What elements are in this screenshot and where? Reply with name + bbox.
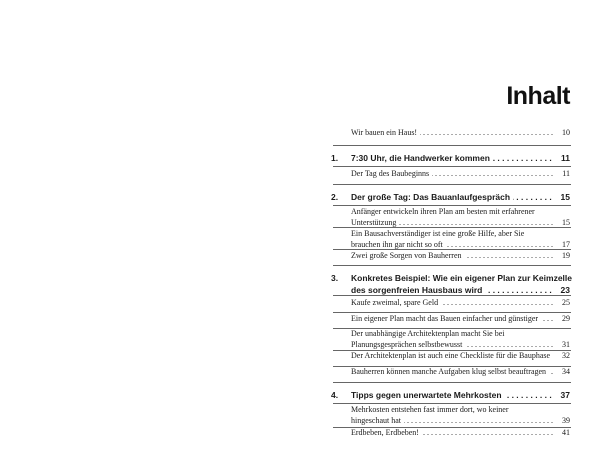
toc-entry-title: Planungsgesprächen selbstbewusst <box>351 340 465 349</box>
divider <box>333 382 571 383</box>
toc-entry-title: Kaufe zweimal, spare Geld <box>351 298 441 307</box>
toc-page-number: 19 <box>562 251 570 260</box>
toc-page-number: 23 <box>560 285 570 295</box>
toc-entry-title: Erdbeben, Erdbeben! <box>351 428 422 437</box>
toc-page-number: 15 <box>560 192 570 202</box>
toc-page-number: 34 <box>562 367 570 376</box>
toc-entry-title: des sorgenfreien Hausbaus wird <box>351 285 485 295</box>
toc-chapter[interactable] <box>0 390 600 404</box>
toc-page-number: 11 <box>561 153 570 163</box>
divider <box>333 166 571 167</box>
toc-page-number: 15 <box>562 218 570 227</box>
toc-entry[interactable] <box>0 314 600 328</box>
toc-page-number: 29 <box>562 314 570 323</box>
toc-page-number: 11 <box>562 169 570 178</box>
toc-page-number: 37 <box>560 390 570 400</box>
toc-page-number: 25 <box>562 298 570 307</box>
toc-page-number: 32 <box>562 351 570 360</box>
toc-entry-title: Unterstützung <box>351 218 399 227</box>
toc-chapter[interactable] <box>0 192 600 206</box>
toc-entry-title: Wir bauen ein Haus! <box>351 128 420 137</box>
divider <box>333 205 571 206</box>
divider <box>333 184 571 185</box>
divider <box>333 295 571 296</box>
toc-entry-title: Bauherren können manche Aufgaben klug selbst beauftragen <box>351 367 549 376</box>
toc-entry-title: Der Tag des Baubeginns <box>351 169 432 178</box>
toc-entry[interactable] <box>0 169 600 183</box>
toc-entry-title-line: Anfänger entwickeln ihren Plan am besten mit erfahrener <box>351 207 535 216</box>
toc-entry-title: Der große Tag: Das Bauanlaufgespräch <box>351 192 513 202</box>
toc-page-number: 39 <box>562 416 570 425</box>
toc-entry-title: 7:30 Uhr, die Handwerker kommen <box>351 153 493 163</box>
toc-chapter[interactable] <box>0 153 600 167</box>
toc-entry[interactable] <box>0 128 600 142</box>
divider <box>333 249 571 250</box>
toc-page-number: 17 <box>562 240 570 249</box>
toc-entry[interactable] <box>0 351 600 365</box>
toc-entry-title-line: Mehrkosten entstehen fast immer dort, wo keiner <box>351 405 509 414</box>
toc-entry-title: Der Architektenplan ist auch eine Checkliste für die Bauphase <box>351 351 553 360</box>
toc-entry-title: Zwei große Sorgen von Bauherren <box>351 251 465 260</box>
chapter-number: 4. <box>331 390 339 400</box>
chapter-number: 1. <box>331 153 339 163</box>
toc-entry[interactable] <box>0 367 600 381</box>
divider <box>333 403 571 404</box>
toc-entry-title-line: Ein Bausachverständiger ist eine große Hilfe, aber Sie <box>351 229 525 238</box>
toc-entry-title: hingeschaut hat <box>351 416 404 425</box>
divider <box>333 265 571 266</box>
toc-entry[interactable] <box>0 251 600 265</box>
chapter-number: 2. <box>331 192 339 202</box>
toc-entry-title: Tipps gegen unerwartete Mehrkosten <box>351 390 505 400</box>
divider <box>333 145 571 146</box>
toc-entry[interactable] <box>0 298 600 312</box>
toc-page-number: 31 <box>562 340 570 349</box>
toc-page-number: 10 <box>562 128 570 137</box>
toc-entry[interactable] <box>0 428 600 442</box>
toc-entry-title-line: Der unabhängige Architektenplan macht Sie bei <box>351 329 505 338</box>
toc-entry-title: brauchen ihn gar nicht so oft <box>351 240 446 249</box>
divider <box>333 312 571 313</box>
divider <box>333 227 571 228</box>
toc-entry-title-line: Konkretes Beispiel: Wie ein eigener Plan zur Keimzelle <box>351 273 572 283</box>
chapter-number: 3. <box>331 273 339 283</box>
page-title: Inhalt <box>506 82 570 110</box>
toc-entry-title: Ein eigener Plan macht das Bauen einfacher und günstiger <box>351 314 541 323</box>
toc-page-number: 41 <box>562 428 570 437</box>
